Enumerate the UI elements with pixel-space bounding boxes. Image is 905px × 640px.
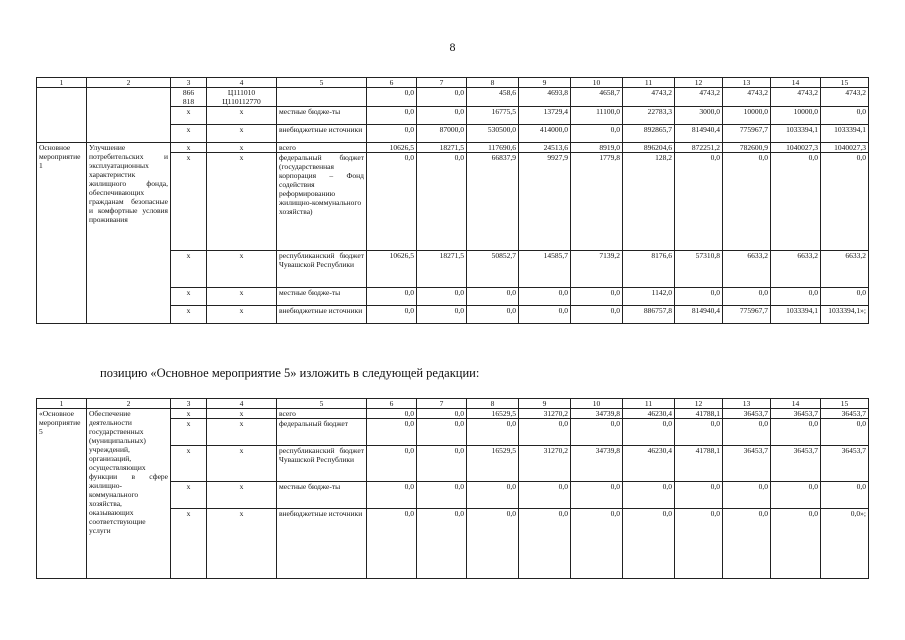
code-cell: х xyxy=(207,419,277,446)
column-number-11: 11 xyxy=(623,78,675,88)
blank-cell xyxy=(37,88,87,143)
instruction-text: позицию «Основное мероприятие 5» изложить в следующей редакции: xyxy=(100,366,480,380)
value-cell: 414000,0 xyxy=(519,125,571,143)
value-cell: 7139,2 xyxy=(571,251,623,288)
table-row xyxy=(37,88,869,107)
column-number-row xyxy=(37,399,869,409)
value-cell: 66837,9 xyxy=(467,153,519,251)
code-cell: х xyxy=(207,251,277,288)
value-cell: 0,0 xyxy=(417,409,467,419)
value-cell: 0,0 xyxy=(571,419,623,446)
value-cell: 0,0 xyxy=(417,88,467,107)
value-cell: 24513,6 xyxy=(519,143,571,153)
value-cell: 0,0 xyxy=(571,288,623,306)
value-cell: 1033394,1 xyxy=(771,306,821,324)
funding-source-cell: федеральный бюджет (государственная корпорация – Фонд содействия реформированию жилищно-коммунального хозяйства) xyxy=(277,153,367,251)
column-number-10: 10 xyxy=(571,78,623,88)
value-cell: 0,0 xyxy=(821,153,869,251)
value-cell: 0,0 xyxy=(417,306,467,324)
funding-source-cell: внебюджетные источники xyxy=(277,509,367,579)
value-cell: 0,0 xyxy=(467,419,519,446)
value-cell: 0,0 xyxy=(417,153,467,251)
value-cell: 0,0 xyxy=(367,306,417,324)
value-cell: 16529,5 xyxy=(467,409,519,419)
code-cell: х xyxy=(171,125,207,143)
column-number-5: 5 xyxy=(277,399,367,409)
code-cell: х xyxy=(171,446,207,482)
value-cell: 0,0 xyxy=(771,509,821,579)
value-cell: 0,0 xyxy=(723,288,771,306)
code-cell: х xyxy=(207,509,277,579)
value-cell: 0,0 xyxy=(467,482,519,509)
column-number-2: 2 xyxy=(87,78,171,88)
value-cell: 0,0 xyxy=(467,509,519,579)
code-cell: х xyxy=(207,107,277,125)
value-cell: 4743,2 xyxy=(821,88,869,107)
column-number-6: 6 xyxy=(367,399,417,409)
value-cell: 0,0 xyxy=(519,288,571,306)
funding-source-cell: республиканский бюджет Чувашской Республики xyxy=(277,446,367,482)
value-cell: 0,0 xyxy=(623,482,675,509)
column-number-4: 4 xyxy=(207,78,277,88)
value-cell: 6633,2 xyxy=(821,251,869,288)
column-number-15: 15 xyxy=(821,78,869,88)
column-number-7: 7 xyxy=(417,78,467,88)
column-number-14: 14 xyxy=(771,78,821,88)
funding-table-1 xyxy=(36,77,869,324)
value-cell: 9927,9 xyxy=(519,153,571,251)
value-cell: 11100,0 xyxy=(571,107,623,125)
value-cell: 0,0 xyxy=(675,509,723,579)
value-cell: 0,0 xyxy=(771,482,821,509)
value-cell: 458,6 xyxy=(467,88,519,107)
value-cell: 0,0 xyxy=(771,419,821,446)
value-cell: 0,0 xyxy=(519,482,571,509)
value-cell: 3000,0 xyxy=(675,107,723,125)
value-cell: 4743,2 xyxy=(675,88,723,107)
measure-description-cell: Улучшение потребительских и эксплуатационных характеристик жилищного фонда, обеспечивающих гражданам безопасные и комфортные условия проживания xyxy=(87,143,171,324)
value-cell: 0,0 xyxy=(723,153,771,251)
column-number-5: 5 xyxy=(277,78,367,88)
value-cell: 4693,8 xyxy=(519,88,571,107)
funding-source-cell: всего xyxy=(277,409,367,419)
value-cell: 775967,7 xyxy=(723,306,771,324)
code-cell: 866 818 xyxy=(171,88,207,107)
column-number-11: 11 xyxy=(623,399,675,409)
value-cell: 0,0 xyxy=(821,419,869,446)
code-cell: х xyxy=(171,482,207,509)
column-number-1: 1 xyxy=(37,399,87,409)
table-row xyxy=(37,409,869,419)
value-cell: 0,0 xyxy=(367,446,417,482)
column-number-12: 12 xyxy=(675,399,723,409)
value-cell: 0,0 xyxy=(519,306,571,324)
value-cell: 896204,6 xyxy=(623,143,675,153)
value-cell: 0,0 xyxy=(467,288,519,306)
value-cell: 0,0 xyxy=(519,509,571,579)
value-cell: 0,0 xyxy=(675,419,723,446)
value-cell: 0,0 xyxy=(367,419,417,446)
code-cell: х xyxy=(207,153,277,251)
value-cell: 0,0 xyxy=(821,482,869,509)
value-cell: 886757,8 xyxy=(623,306,675,324)
value-cell: 872251,2 xyxy=(675,143,723,153)
value-cell: 0,0 xyxy=(571,482,623,509)
value-cell: 117690,6 xyxy=(467,143,519,153)
value-cell: 0,0 xyxy=(771,153,821,251)
value-cell: 814940,4 xyxy=(675,125,723,143)
value-cell: 0,0 xyxy=(821,107,869,125)
value-cell: 0,0 xyxy=(417,288,467,306)
funding-source-cell: местные бюдже-ты xyxy=(277,482,367,509)
value-cell: 4743,2 xyxy=(771,88,821,107)
value-cell: 16775,5 xyxy=(467,107,519,125)
page-number: 8 xyxy=(449,40,456,54)
column-number-9: 9 xyxy=(519,399,571,409)
measure-name-cell: Основное мероприятие 1 xyxy=(37,143,87,324)
code-cell: х xyxy=(171,509,207,579)
value-cell: 10000,0 xyxy=(771,107,821,125)
funding-source-cell: республиканский бюджет Чувашской Республики xyxy=(277,251,367,288)
funding-source-cell: местные бюдже-ты xyxy=(277,107,367,125)
value-cell: 36453,7 xyxy=(723,409,771,419)
code-cell: х xyxy=(171,419,207,446)
column-number-7: 7 xyxy=(417,399,467,409)
value-cell: 0,0 xyxy=(723,482,771,509)
value-cell: 8176,6 xyxy=(623,251,675,288)
value-cell: 4743,2 xyxy=(723,88,771,107)
value-cell: 36453,7 xyxy=(771,446,821,482)
funding-source-cell: внебюджетные источники xyxy=(277,306,367,324)
code-cell: х xyxy=(171,288,207,306)
value-cell: 0,0 xyxy=(367,153,417,251)
value-cell: 4658,7 xyxy=(571,88,623,107)
value-cell: 0,0 xyxy=(623,509,675,579)
value-cell: 36453,7 xyxy=(771,409,821,419)
value-cell: 0,0 xyxy=(417,419,467,446)
value-cell: 18271,5 xyxy=(417,251,467,288)
value-cell: 0,0 xyxy=(723,509,771,579)
value-cell: 31270,2 xyxy=(519,409,571,419)
measure-name-cell: «Основное мероприятие 5 xyxy=(37,409,87,579)
value-cell: 0,0 xyxy=(675,153,723,251)
value-cell: 10626,5 xyxy=(367,143,417,153)
value-cell: 530500,0 xyxy=(467,125,519,143)
column-number-3: 3 xyxy=(171,78,207,88)
value-cell: 10000,0 xyxy=(723,107,771,125)
value-cell: 22783,3 xyxy=(623,107,675,125)
column-number-2: 2 xyxy=(87,399,171,409)
value-cell: 0,0 xyxy=(623,419,675,446)
funding-source-cell: всего xyxy=(277,143,367,153)
funding-source-cell: внебюджетные источники xyxy=(277,125,367,143)
column-number-8: 8 xyxy=(467,399,519,409)
value-cell: 0,0 xyxy=(367,107,417,125)
value-cell: 0,0 xyxy=(519,419,571,446)
value-cell: 36453,7 xyxy=(821,409,869,419)
value-cell: 14585,7 xyxy=(519,251,571,288)
column-number-10: 10 xyxy=(571,399,623,409)
value-cell: 41788,1 xyxy=(675,409,723,419)
value-cell: 0,0 xyxy=(367,509,417,579)
column-number-14: 14 xyxy=(771,399,821,409)
code-cell: х xyxy=(207,288,277,306)
column-number-13: 13 xyxy=(723,399,771,409)
column-number-1: 1 xyxy=(37,78,87,88)
code-cell: х xyxy=(207,306,277,324)
value-cell: 892865,7 xyxy=(623,125,675,143)
column-number-15: 15 xyxy=(821,399,869,409)
code-cell: х xyxy=(207,143,277,153)
value-cell: 0,0 xyxy=(417,107,467,125)
funding-source-cell: федеральный бюджет xyxy=(277,419,367,446)
code-cell: х xyxy=(171,306,207,324)
column-number-3: 3 xyxy=(171,399,207,409)
value-cell: 0,0 xyxy=(417,509,467,579)
value-cell: 0,0 xyxy=(367,409,417,419)
value-cell: 1040027,3 xyxy=(821,143,869,153)
funding-source-cell xyxy=(277,88,367,107)
value-cell: 34739,8 xyxy=(571,446,623,482)
value-cell: 1779,8 xyxy=(571,153,623,251)
column-number-13: 13 xyxy=(723,78,771,88)
code-cell: х xyxy=(207,125,277,143)
value-cell: 18271,5 xyxy=(417,143,467,153)
value-cell: 128,2 xyxy=(623,153,675,251)
code-cell: х xyxy=(207,409,277,419)
value-cell: 1033394,1»; xyxy=(821,306,869,324)
value-cell: 0,0 xyxy=(571,509,623,579)
value-cell: 0,0 xyxy=(571,306,623,324)
code-cell: Ц111010 Ц110112770 xyxy=(207,88,277,107)
funding-source-cell: местные бюдже-ты xyxy=(277,288,367,306)
column-number-8: 8 xyxy=(467,78,519,88)
value-cell: 36453,7 xyxy=(723,446,771,482)
value-cell: 1033394,1 xyxy=(821,125,869,143)
code-cell: х xyxy=(171,251,207,288)
value-cell: 1142,0 xyxy=(623,288,675,306)
value-cell: 0,0 xyxy=(821,288,869,306)
blank-cell xyxy=(87,88,171,143)
value-cell: 0,0 xyxy=(367,288,417,306)
table-row xyxy=(37,143,869,153)
value-cell: 0,0 xyxy=(467,306,519,324)
value-cell: 46230,4 xyxy=(623,409,675,419)
value-cell: 50852,7 xyxy=(467,251,519,288)
column-number-row xyxy=(37,78,869,88)
value-cell: 0,0 xyxy=(417,446,467,482)
value-cell: 4743,2 xyxy=(623,88,675,107)
value-cell: 6633,2 xyxy=(723,251,771,288)
measure-description-cell: Обеспечение деятельности государственных (муниципальных) учреждений, организаций, осуществляющих функции в сфере жилищно-коммунального хозяйства, оказывающих соответствующие услуги xyxy=(87,409,171,579)
value-cell: 0,0 xyxy=(675,288,723,306)
column-number-12: 12 xyxy=(675,78,723,88)
value-cell: 0,0 xyxy=(771,288,821,306)
value-cell: 41788,1 xyxy=(675,446,723,482)
code-cell: х xyxy=(207,482,277,509)
value-cell: 0,0 xyxy=(367,88,417,107)
value-cell: 46230,4 xyxy=(623,446,675,482)
value-cell: 0,0 xyxy=(571,125,623,143)
code-cell: х xyxy=(171,153,207,251)
value-cell: 0,0 xyxy=(675,482,723,509)
code-cell: х xyxy=(171,409,207,419)
value-cell: 775967,7 xyxy=(723,125,771,143)
code-cell: х xyxy=(207,446,277,482)
value-cell: 10626,5 xyxy=(367,251,417,288)
value-cell: 814940,4 xyxy=(675,306,723,324)
code-cell: х xyxy=(171,143,207,153)
value-cell: 0,0 xyxy=(367,482,417,509)
value-cell: 0,0 xyxy=(367,125,417,143)
value-cell: 0,0»; xyxy=(821,509,869,579)
value-cell: 8919,0 xyxy=(571,143,623,153)
column-number-9: 9 xyxy=(519,78,571,88)
funding-table-2 xyxy=(36,398,869,579)
value-cell: 31270,2 xyxy=(519,446,571,482)
value-cell: 87000,0 xyxy=(417,125,467,143)
value-cell: 782600,9 xyxy=(723,143,771,153)
column-number-6: 6 xyxy=(367,78,417,88)
value-cell: 57310,8 xyxy=(675,251,723,288)
column-number-4: 4 xyxy=(207,399,277,409)
value-cell: 34739,8 xyxy=(571,409,623,419)
value-cell: 36453,7 xyxy=(821,446,869,482)
value-cell: 1040027,3 xyxy=(771,143,821,153)
value-cell: 16529,5 xyxy=(467,446,519,482)
value-cell: 0,0 xyxy=(417,482,467,509)
code-cell: х xyxy=(171,107,207,125)
value-cell: 0,0 xyxy=(723,419,771,446)
value-cell: 1033394,1 xyxy=(771,125,821,143)
value-cell: 13729,4 xyxy=(519,107,571,125)
value-cell: 6633,2 xyxy=(771,251,821,288)
